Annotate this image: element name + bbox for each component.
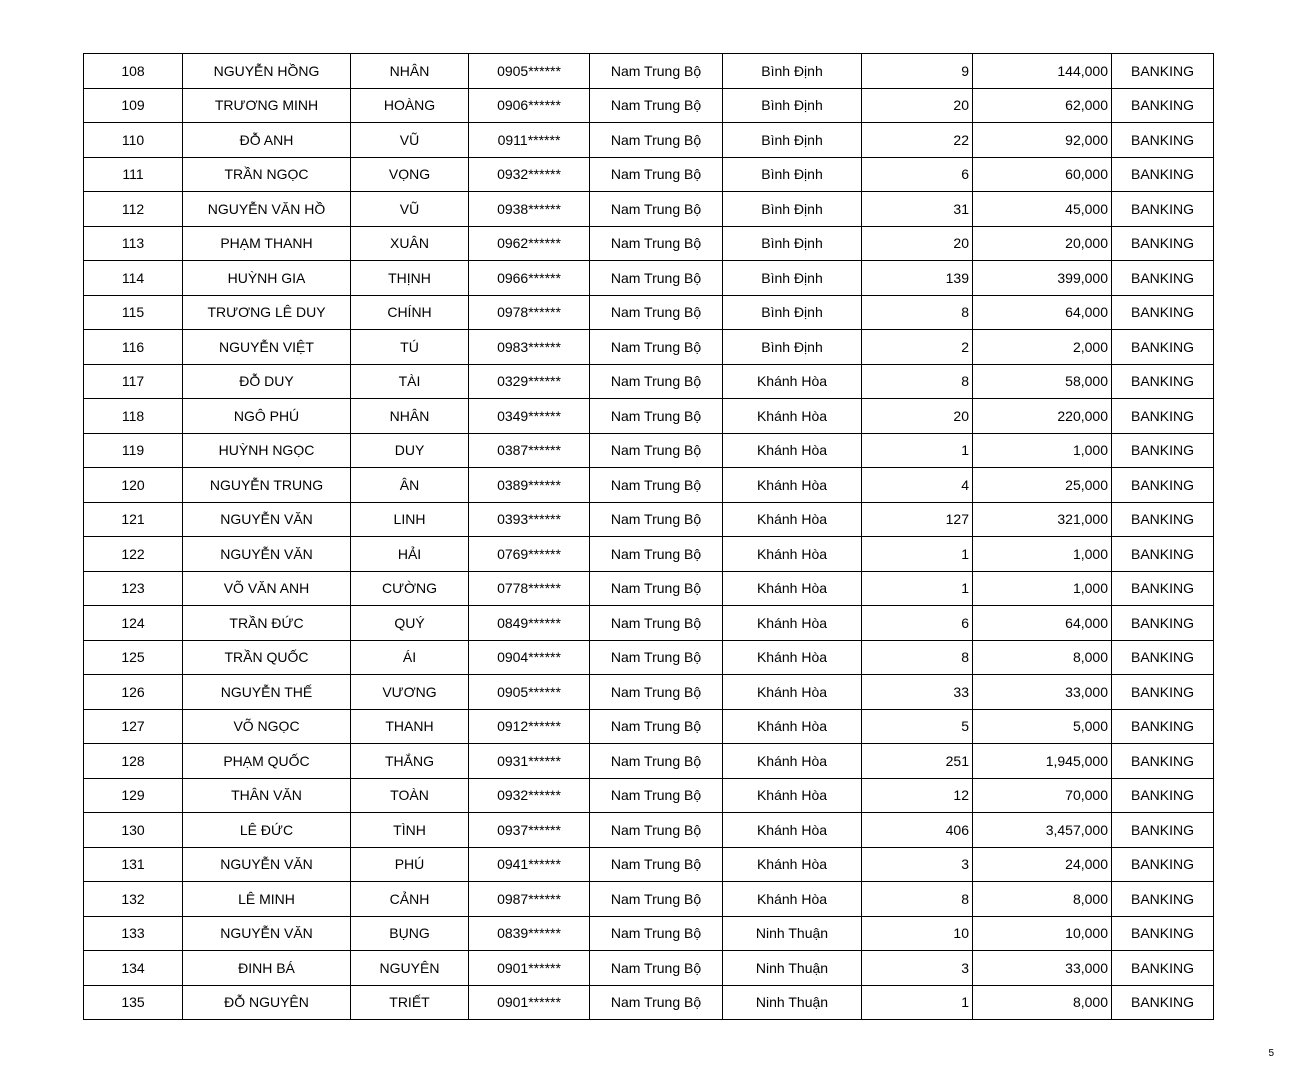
cell-last-middle-name: ĐINH BÁ [183, 951, 351, 986]
cell-last-middle-name: NGUYỄN VĂN HỒ [183, 192, 351, 227]
cell-amount: 70,000 [973, 778, 1112, 813]
cell-first-name: VŨ [351, 192, 469, 227]
cell-amount: 33,000 [973, 675, 1112, 710]
cell-phone: 0937****** [469, 813, 590, 848]
cell-amount: 5,000 [973, 709, 1112, 744]
cell-row-index: 117 [84, 364, 183, 399]
cell-amount: 2,000 [973, 330, 1112, 365]
cell-phone: 0904****** [469, 640, 590, 675]
cell-row-index: 108 [84, 54, 183, 89]
page-number: 5 [1268, 1048, 1274, 1059]
cell-row-index: 129 [84, 778, 183, 813]
cell-payment-method: BANKING [1112, 847, 1214, 882]
cell-payment-method: BANKING [1112, 709, 1214, 744]
table-row [84, 88, 1214, 123]
cell-province: Khánh Hòa [723, 399, 862, 434]
cell-region: Nam Trung Bộ [590, 226, 723, 261]
cell-region: Nam Trung Bộ [590, 157, 723, 192]
cell-first-name: ÁI [351, 640, 469, 675]
cell-count: 8 [862, 295, 973, 330]
cell-count: 251 [862, 744, 973, 779]
cell-phone: 0349****** [469, 399, 590, 434]
cell-count: 1 [862, 985, 973, 1020]
cell-first-name: TÚ [351, 330, 469, 365]
cell-count: 20 [862, 399, 973, 434]
cell-payment-method: BANKING [1112, 88, 1214, 123]
cell-first-name: VỌNG [351, 157, 469, 192]
cell-region: Nam Trung Bộ [590, 640, 723, 675]
table-row [84, 502, 1214, 537]
cell-first-name: NHÂN [351, 54, 469, 89]
cell-row-index: 122 [84, 537, 183, 572]
cell-count: 8 [862, 882, 973, 917]
cell-count: 33 [862, 675, 973, 710]
cell-phone: 0901****** [469, 951, 590, 986]
cell-row-index: 127 [84, 709, 183, 744]
cell-region: Nam Trung Bộ [590, 882, 723, 917]
cell-first-name: HOÀNG [351, 88, 469, 123]
cell-payment-method: BANKING [1112, 261, 1214, 296]
cell-region: Nam Trung Bộ [590, 606, 723, 641]
cell-first-name: THẮNG [351, 744, 469, 779]
cell-region: Nam Trung Bộ [590, 675, 723, 710]
cell-last-middle-name: THÂN VĂN [183, 778, 351, 813]
cell-phone: 0911****** [469, 123, 590, 158]
cell-first-name: DUY [351, 433, 469, 468]
cell-province: Khánh Hòa [723, 675, 862, 710]
cell-province: Khánh Hòa [723, 606, 862, 641]
cell-region: Nam Trung Bộ [590, 123, 723, 158]
table-row [84, 157, 1214, 192]
cell-payment-method: BANKING [1112, 916, 1214, 951]
cell-row-index: 134 [84, 951, 183, 986]
cell-amount: 25,000 [973, 468, 1112, 503]
cell-row-index: 121 [84, 502, 183, 537]
table-row [84, 123, 1214, 158]
cell-province: Khánh Hòa [723, 744, 862, 779]
cell-first-name: VƯƠNG [351, 675, 469, 710]
cell-row-index: 109 [84, 88, 183, 123]
cell-first-name: LINH [351, 502, 469, 537]
table-row [84, 606, 1214, 641]
cell-amount: 58,000 [973, 364, 1112, 399]
cell-row-index: 112 [84, 192, 183, 227]
cell-phone: 0769****** [469, 537, 590, 572]
cell-payment-method: BANKING [1112, 537, 1214, 572]
cell-region: Nam Trung Bộ [590, 709, 723, 744]
cell-amount: 24,000 [973, 847, 1112, 882]
table-row [84, 571, 1214, 606]
cell-row-index: 120 [84, 468, 183, 503]
cell-first-name: TÌNH [351, 813, 469, 848]
cell-first-name: PHÚ [351, 847, 469, 882]
cell-row-index: 135 [84, 985, 183, 1020]
cell-amount: 8,000 [973, 640, 1112, 675]
cell-region: Nam Trung Bộ [590, 813, 723, 848]
cell-province: Khánh Hòa [723, 709, 862, 744]
cell-province: Ninh Thuận [723, 985, 862, 1020]
cell-region: Nam Trung Bộ [590, 916, 723, 951]
table-row [84, 295, 1214, 330]
cell-region: Nam Trung Bộ [590, 330, 723, 365]
cell-province: Bình Định [723, 123, 862, 158]
cell-payment-method: BANKING [1112, 744, 1214, 779]
cell-province: Khánh Hòa [723, 640, 862, 675]
table-row [84, 468, 1214, 503]
cell-phone: 0901****** [469, 985, 590, 1020]
cell-amount: 144,000 [973, 54, 1112, 89]
cell-payment-method: BANKING [1112, 123, 1214, 158]
table-row [84, 433, 1214, 468]
cell-amount: 1,000 [973, 433, 1112, 468]
cell-province: Khánh Hòa [723, 468, 862, 503]
cell-region: Nam Trung Bộ [590, 502, 723, 537]
cell-row-index: 114 [84, 261, 183, 296]
table-row [84, 847, 1214, 882]
cell-row-index: 130 [84, 813, 183, 848]
cell-last-middle-name: NGUYỄN THẾ [183, 675, 351, 710]
cell-region: Nam Trung Bộ [590, 468, 723, 503]
cell-payment-method: BANKING [1112, 295, 1214, 330]
cell-count: 20 [862, 226, 973, 261]
cell-province: Bình Định [723, 88, 862, 123]
cell-last-middle-name: NGÔ PHÚ [183, 399, 351, 434]
cell-row-index: 132 [84, 882, 183, 917]
cell-count: 406 [862, 813, 973, 848]
cell-phone: 0393****** [469, 502, 590, 537]
table-row [84, 916, 1214, 951]
cell-last-middle-name: PHẠM QUỐC [183, 744, 351, 779]
cell-count: 20 [862, 88, 973, 123]
cell-payment-method: BANKING [1112, 985, 1214, 1020]
cell-province: Khánh Hòa [723, 571, 862, 606]
cell-phone: 0905****** [469, 675, 590, 710]
cell-payment-method: BANKING [1112, 813, 1214, 848]
cell-amount: 45,000 [973, 192, 1112, 227]
cell-payment-method: BANKING [1112, 364, 1214, 399]
cell-province: Khánh Hòa [723, 778, 862, 813]
cell-payment-method: BANKING [1112, 640, 1214, 675]
cell-amount: 3,457,000 [973, 813, 1112, 848]
cell-count: 1 [862, 433, 973, 468]
cell-amount: 399,000 [973, 261, 1112, 296]
cell-region: Nam Trung Bộ [590, 537, 723, 572]
cell-payment-method: BANKING [1112, 330, 1214, 365]
cell-first-name: THANH [351, 709, 469, 744]
cell-row-index: 125 [84, 640, 183, 675]
cell-payment-method: BANKING [1112, 882, 1214, 917]
cell-last-middle-name: LÊ ĐỨC [183, 813, 351, 848]
cell-phone: 0387****** [469, 433, 590, 468]
cell-region: Nam Trung Bộ [590, 399, 723, 434]
cell-region: Nam Trung Bộ [590, 778, 723, 813]
cell-phone: 0905****** [469, 54, 590, 89]
table-row [84, 813, 1214, 848]
cell-province: Bình Định [723, 261, 862, 296]
cell-amount: 60,000 [973, 157, 1112, 192]
cell-amount: 92,000 [973, 123, 1112, 158]
cell-amount: 8,000 [973, 882, 1112, 917]
cell-first-name: VŨ [351, 123, 469, 158]
cell-phone: 0912****** [469, 709, 590, 744]
table-row [84, 54, 1214, 89]
cell-region: Nam Trung Bộ [590, 54, 723, 89]
cell-phone: 0778****** [469, 571, 590, 606]
cell-payment-method: BANKING [1112, 433, 1214, 468]
cell-count: 6 [862, 606, 973, 641]
cell-region: Nam Trung Bộ [590, 192, 723, 227]
table-row [84, 778, 1214, 813]
cell-count: 5 [862, 709, 973, 744]
cell-phone: 0932****** [469, 778, 590, 813]
cell-phone: 0906****** [469, 88, 590, 123]
cell-payment-method: BANKING [1112, 502, 1214, 537]
cell-row-index: 111 [84, 157, 183, 192]
cell-amount: 64,000 [973, 295, 1112, 330]
cell-province: Khánh Hòa [723, 502, 862, 537]
cell-province: Bình Định [723, 295, 862, 330]
cell-region: Nam Trung Bộ [590, 744, 723, 779]
cell-province: Bình Định [723, 54, 862, 89]
cell-amount: 33,000 [973, 951, 1112, 986]
cell-count: 6 [862, 157, 973, 192]
cell-region: Nam Trung Bộ [590, 261, 723, 296]
cell-count: 2 [862, 330, 973, 365]
table-row [84, 537, 1214, 572]
table-row [84, 192, 1214, 227]
cell-province: Bình Định [723, 192, 862, 227]
cell-count: 22 [862, 123, 973, 158]
cell-count: 12 [862, 778, 973, 813]
cell-first-name: THỊNH [351, 261, 469, 296]
cell-phone: 0962****** [469, 226, 590, 261]
cell-last-middle-name: LÊ MINH [183, 882, 351, 917]
table-row [84, 709, 1214, 744]
cell-row-index: 116 [84, 330, 183, 365]
cell-row-index: 110 [84, 123, 183, 158]
cell-last-middle-name: VÕ NGỌC [183, 709, 351, 744]
cell-row-index: 119 [84, 433, 183, 468]
cell-amount: 20,000 [973, 226, 1112, 261]
cell-amount: 220,000 [973, 399, 1112, 434]
cell-first-name: TOÀN [351, 778, 469, 813]
cell-payment-method: BANKING [1112, 468, 1214, 503]
cell-region: Nam Trung Bộ [590, 571, 723, 606]
cell-first-name: NGUYÊN [351, 951, 469, 986]
cell-row-index: 128 [84, 744, 183, 779]
cell-payment-method: BANKING [1112, 951, 1214, 986]
cell-payment-method: BANKING [1112, 157, 1214, 192]
cell-phone: 0931****** [469, 744, 590, 779]
cell-count: 139 [862, 261, 973, 296]
table-row [84, 882, 1214, 917]
table-row [84, 226, 1214, 261]
table-row [84, 744, 1214, 779]
cell-row-index: 131 [84, 847, 183, 882]
table-row [84, 330, 1214, 365]
cell-count: 127 [862, 502, 973, 537]
cell-amount: 1,000 [973, 537, 1112, 572]
cell-province: Bình Định [723, 330, 862, 365]
cell-province: Ninh Thuận [723, 951, 862, 986]
cell-row-index: 118 [84, 399, 183, 434]
cell-region: Nam Trung Bộ [590, 951, 723, 986]
cell-last-middle-name: ĐỖ ANH [183, 123, 351, 158]
cell-first-name: QUÝ [351, 606, 469, 641]
cell-province: Khánh Hòa [723, 433, 862, 468]
cell-first-name: CƯỜNG [351, 571, 469, 606]
cell-count: 31 [862, 192, 973, 227]
cell-count: 10 [862, 916, 973, 951]
cell-payment-method: BANKING [1112, 226, 1214, 261]
cell-province: Khánh Hòa [723, 364, 862, 399]
cell-phone: 0839****** [469, 916, 590, 951]
cell-province: Bình Định [723, 226, 862, 261]
cell-count: 1 [862, 571, 973, 606]
cell-last-middle-name: ĐỖ NGUYÊN [183, 985, 351, 1020]
cell-amount: 64,000 [973, 606, 1112, 641]
table-row [84, 951, 1214, 986]
cell-count: 3 [862, 847, 973, 882]
cell-last-middle-name: NGUYỄN HỒNG [183, 54, 351, 89]
cell-phone: 0966****** [469, 261, 590, 296]
cell-last-middle-name: TRẦN QUỐC [183, 640, 351, 675]
cell-phone: 0941****** [469, 847, 590, 882]
cell-count: 9 [862, 54, 973, 89]
cell-amount: 1,945,000 [973, 744, 1112, 779]
cell-last-middle-name: HUỲNH NGỌC [183, 433, 351, 468]
cell-last-middle-name: TRƯƠNG MINH [183, 88, 351, 123]
cell-count: 4 [862, 468, 973, 503]
cell-phone: 0978****** [469, 295, 590, 330]
cell-province: Bình Định [723, 157, 862, 192]
cell-last-middle-name: HUỲNH GIA [183, 261, 351, 296]
cell-region: Nam Trung Bộ [590, 985, 723, 1020]
cell-count: 8 [862, 640, 973, 675]
cell-last-middle-name: NGUYỄN VĂN [183, 502, 351, 537]
table-row [84, 261, 1214, 296]
cell-payment-method: BANKING [1112, 606, 1214, 641]
cell-last-middle-name: NGUYỄN VĂN [183, 537, 351, 572]
cell-last-middle-name: TRƯƠNG LÊ DUY [183, 295, 351, 330]
cell-count: 1 [862, 537, 973, 572]
cell-last-middle-name: NGUYỄN VĂN [183, 847, 351, 882]
cell-phone: 0329****** [469, 364, 590, 399]
cell-region: Nam Trung Bộ [590, 295, 723, 330]
cell-count: 8 [862, 364, 973, 399]
cell-payment-method: BANKING [1112, 571, 1214, 606]
cell-phone: 0987****** [469, 882, 590, 917]
cell-first-name: HẢI [351, 537, 469, 572]
cell-payment-method: BANKING [1112, 399, 1214, 434]
table-body [84, 54, 1214, 1020]
cell-first-name: XUÂN [351, 226, 469, 261]
cell-count: 3 [862, 951, 973, 986]
cell-province: Khánh Hòa [723, 882, 862, 917]
cell-amount: 321,000 [973, 502, 1112, 537]
cell-phone: 0849****** [469, 606, 590, 641]
cell-row-index: 124 [84, 606, 183, 641]
cell-province: Khánh Hòa [723, 813, 862, 848]
cell-amount: 62,000 [973, 88, 1112, 123]
cell-row-index: 126 [84, 675, 183, 710]
cell-last-middle-name: TRẦN NGỌC [183, 157, 351, 192]
cell-province: Ninh Thuận [723, 916, 862, 951]
cell-region: Nam Trung Bộ [590, 433, 723, 468]
cell-phone: 0389****** [469, 468, 590, 503]
cell-row-index: 113 [84, 226, 183, 261]
cell-last-middle-name: NGUYỄN TRUNG [183, 468, 351, 503]
cell-row-index: 123 [84, 571, 183, 606]
cell-payment-method: BANKING [1112, 54, 1214, 89]
data-table [83, 53, 1214, 1020]
cell-phone: 0932****** [469, 157, 590, 192]
cell-phone: 0938****** [469, 192, 590, 227]
cell-payment-method: BANKING [1112, 778, 1214, 813]
cell-first-name: NHÂN [351, 399, 469, 434]
cell-first-name: TRIẾT [351, 985, 469, 1020]
table-row [84, 985, 1214, 1020]
cell-amount: 1,000 [973, 571, 1112, 606]
cell-amount: 10,000 [973, 916, 1112, 951]
cell-payment-method: BANKING [1112, 675, 1214, 710]
table-row [84, 364, 1214, 399]
table-row [84, 640, 1214, 675]
cell-amount: 8,000 [973, 985, 1112, 1020]
cell-last-middle-name: NGUYỄN VIỆT [183, 330, 351, 365]
cell-last-middle-name: ĐỖ DUY [183, 364, 351, 399]
cell-province: Khánh Hòa [723, 847, 862, 882]
cell-row-index: 133 [84, 916, 183, 951]
cell-region: Nam Trung Bộ [590, 88, 723, 123]
cell-first-name: TÀI [351, 364, 469, 399]
cell-first-name: BỤNG [351, 916, 469, 951]
cell-province: Khánh Hòa [723, 537, 862, 572]
cell-row-index: 115 [84, 295, 183, 330]
cell-last-middle-name: VÕ VĂN ANH [183, 571, 351, 606]
cell-payment-method: BANKING [1112, 192, 1214, 227]
table-row [84, 399, 1214, 434]
cell-phone: 0983****** [469, 330, 590, 365]
cell-first-name: CHÍNH [351, 295, 469, 330]
cell-region: Nam Trung Bộ [590, 364, 723, 399]
table-row [84, 675, 1214, 710]
cell-first-name: ÂN [351, 468, 469, 503]
cell-last-middle-name: NGUYỄN VĂN [183, 916, 351, 951]
cell-last-middle-name: PHẠM THANH [183, 226, 351, 261]
cell-region: Nam Trung Bộ [590, 847, 723, 882]
cell-last-middle-name: TRẦN ĐỨC [183, 606, 351, 641]
cell-first-name: CẢNH [351, 882, 469, 917]
